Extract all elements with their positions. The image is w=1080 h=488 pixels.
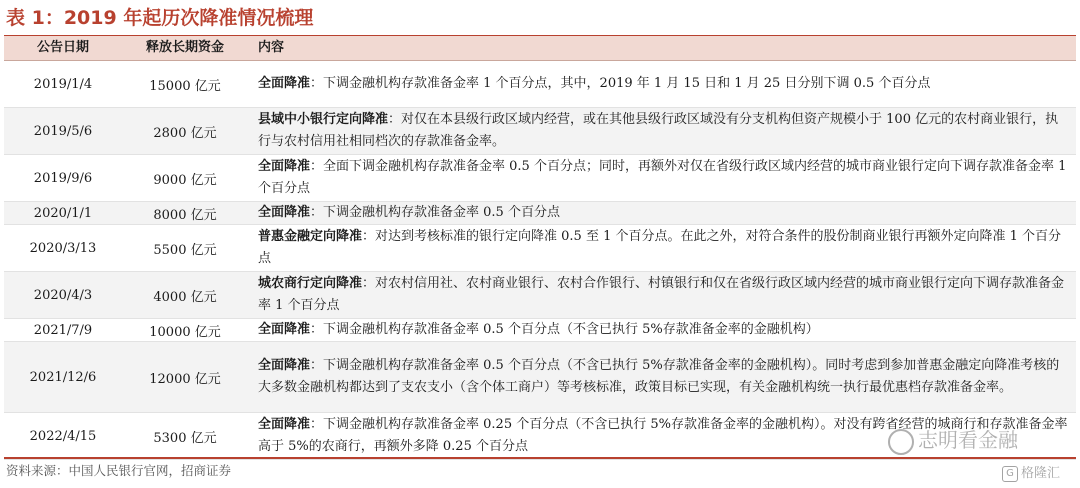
header-amount: 释放长期资金 (145, 40, 224, 55)
gelonghui-logo-icon: G (1002, 466, 1018, 482)
cell-amount: 4000 亿元 (153, 289, 217, 305)
cut-description: ：下调金融机构存款准备金率 0.5 个百分点（不含已执行 5%存款准备金率的金融机构）。同时考虑到参加普惠金融定向降准考核的大多数金融机构都达到了支农支小（含个体工商户）等考核标准，政策目标已实现，有关金融机构统一执行最优惠档存款准备金率。 (258, 358, 1060, 395)
cut-description: ：对农村信用社、农村商业银行、农村合作银行、村镇银行和仅在省级行政区域内经营的城市商业银行定向下调存款准备金率 1 个百分点 (258, 276, 1065, 313)
table-header (4, 36, 1076, 61)
watermark (888, 424, 1018, 455)
table-row (4, 342, 1076, 413)
table-row (4, 225, 1076, 272)
cell-date: 2020/1/1 (33, 205, 93, 221)
header-content: 内容 (258, 40, 285, 55)
cell-content (248, 156, 1076, 200)
table-row (4, 272, 1076, 319)
cell-amount: 8000 亿元 (153, 207, 217, 223)
cut-description: ：下调金融机构存款准备金率 0.5 个百分点 (310, 205, 560, 220)
cut-type: 全面降准 (258, 76, 311, 91)
cell-content (248, 319, 1076, 341)
cell-amount: 12000 亿元 (149, 371, 221, 387)
cut-type: 普惠金融定向降准 (258, 229, 363, 244)
watermark-text-2: 格隆汇 (1021, 466, 1061, 481)
cell-date: 2019/5/6 (33, 123, 93, 139)
cell-date: 2021/7/9 (33, 322, 93, 338)
table-row (4, 202, 1076, 225)
watermark-gelonghui (1002, 462, 1060, 482)
cut-description: ：下调金融机构存款准备金率 0.25 个百分点（不含已执行 5%存款准备金率的金融机构）。对没有跨省经营的城商行和存款准备金率高于 5%的农商行，再额外多降 0.25 个百分点 (258, 417, 1068, 454)
table-row (4, 61, 1076, 108)
cut-type: 全面降准 (258, 417, 311, 432)
cut-description: ：下调金融机构存款准备金率 1 个百分点，其中，2019 年 1 月 15 日和 1 月 25 日分别下调 0.5 个百分点 (310, 76, 931, 91)
watermark-text: 志明看金融 (918, 428, 1018, 452)
cell-date: 2019/1/4 (33, 76, 93, 92)
bottom-rule (4, 457, 1076, 459)
table-row (4, 108, 1076, 155)
cut-description: ：全面下调金融机构存款准备金率 0.5 个百分点；同时，再额外对仅在省级行政区域内经营的城市商业银行定向下调存款准备金率 1 个百分点 (258, 159, 1067, 196)
cell-date: 2020/3/13 (29, 240, 97, 256)
cut-type: 全面降准 (258, 322, 311, 337)
cut-description: ：对达到考核标准的银行定向降准 0.5 至 1 个百分点。在此之外，对符合条件的股份制商业银行再额外定向降准 1 个百分点 (258, 229, 1062, 266)
cell-content (248, 202, 1076, 224)
table-body (4, 61, 1076, 460)
wechat-icon (888, 429, 914, 455)
cell-amount: 9000 亿元 (153, 172, 217, 188)
cell-amount: 10000 亿元 (149, 324, 221, 340)
policy-table (4, 36, 1076, 460)
cell-content (248, 226, 1076, 270)
header-date: 公告日期 (36, 40, 89, 55)
cell-content (248, 273, 1076, 317)
cut-description: ：对仅在本县级行政区域内经营，或在其他县级行政区域没有分支机构但资产规模小于 100 亿元的农村商业银行，执行与农村信用社相同档次的存款准备金率。 (258, 112, 1059, 149)
cut-type: 城农商行定向降准 (258, 276, 363, 291)
cell-amount: 5300 亿元 (153, 430, 217, 446)
cut-description: ：下调金融机构存款准备金率 0.5 个百分点（不含已执行 5%存款准备金率的金融机构） (310, 322, 819, 337)
table-title: 表 1：2019 年起历次降准情况梳理 (6, 7, 314, 29)
cell-date: 2019/9/6 (33, 170, 93, 186)
source-note: 资料来源：中国人民银行官网，招商证券 (6, 463, 232, 478)
cell-date: 2022/4/15 (29, 428, 97, 444)
cell-content (248, 73, 1076, 95)
cut-type: 全面降准 (258, 205, 311, 220)
cell-content (248, 355, 1076, 399)
cell-amount: 15000 亿元 (149, 78, 221, 94)
cut-type: 全面降准 (258, 159, 311, 174)
cell-amount: 2800 亿元 (153, 125, 217, 141)
table-row (4, 155, 1076, 202)
cell-date: 2020/4/3 (33, 287, 93, 303)
cell-content (248, 109, 1076, 153)
cell-amount: 5500 亿元 (153, 242, 217, 258)
table-row (4, 319, 1076, 342)
cell-date: 2021/12/6 (29, 369, 97, 385)
cut-type: 全面降准 (258, 358, 311, 373)
cut-type: 县域中小银行定向降准 (258, 112, 389, 127)
